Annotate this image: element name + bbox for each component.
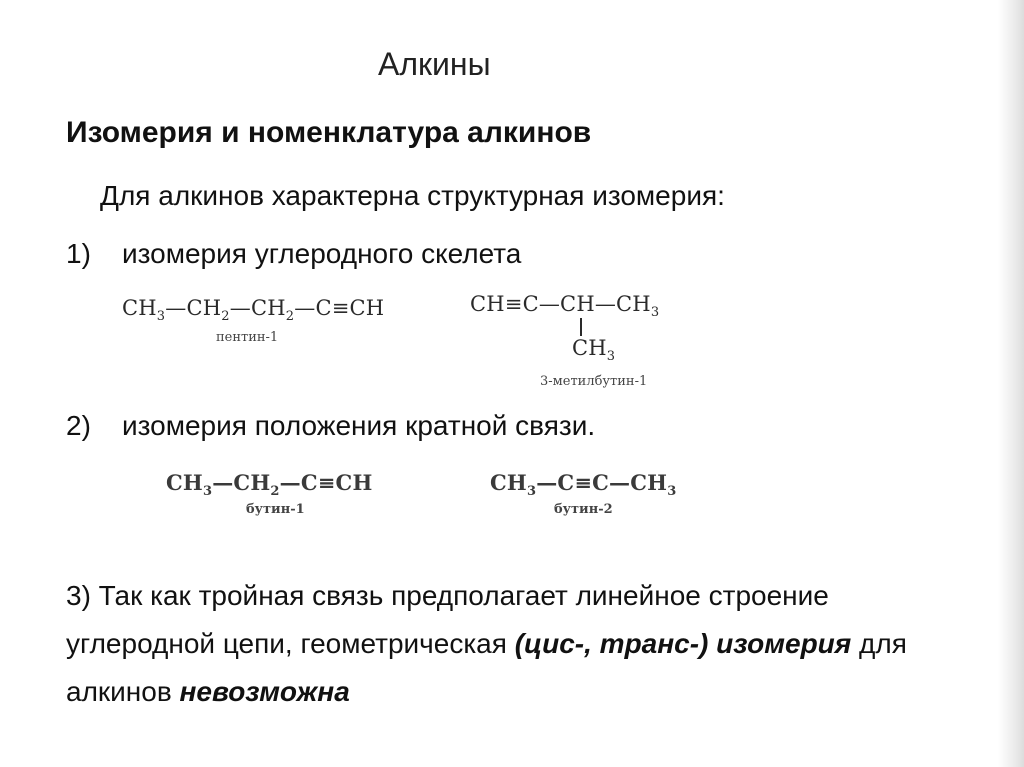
name-pentyne-1: пентин-1 [216,330,279,345]
list-item-1 [66,238,521,270]
branch-bond [580,318,582,336]
list-number: 2) [66,410,91,441]
name-methylbutyne: 3-метилбутин-1 [540,374,648,389]
slide-title: Алкины [378,46,491,82]
list-number: 1) [66,238,91,269]
paragraph-3 [66,572,946,716]
para3-text-1: 3) Так как тройная связь предполагает линейное строение углеродной цепи, геометрическая [66,580,829,659]
para3-emphasis-impossible: невозможна [179,676,350,707]
para3-text-2: для алкинов [66,628,907,707]
intro-text: Для алкинов характерна структурная изомерия: [100,180,725,211]
list-item-2 [66,410,595,442]
list-text: изомерия углеродного скелета [122,238,522,269]
formula-pentyne-1: $CH_3—CH_2—CH_2—C\equiv CH$ [122,296,385,324]
formula-butyne-2: $CH_3—C\equiv C—CH_3$ [490,470,677,499]
formula-methyl-branch: $CH_3$ [572,336,616,364]
list-text: изомерия положения кратной связи. [122,410,596,441]
para3-emphasis-isomerism: (цис-, транс-) изомерия [514,628,852,659]
section-heading: Изомерия и номенклатура алкинов [66,116,592,149]
formula-butyne-1: $CH_3—CH_2—C\equiv CH$ [166,470,373,499]
formula-methylbutyne: $CH\equiv C—CH—CH_3$ [470,292,660,320]
name-butyne-1: бутин-1 [246,502,305,517]
name-butyne-2: бутин-2 [554,502,613,517]
